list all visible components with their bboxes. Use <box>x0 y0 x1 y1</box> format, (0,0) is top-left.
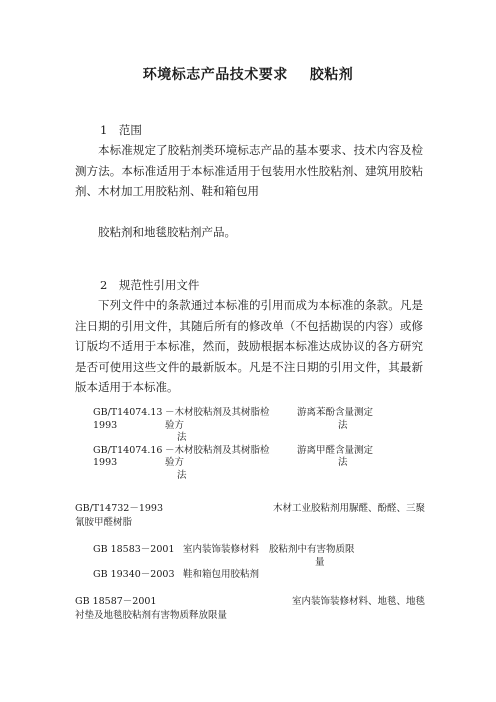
reference-desc: 游离苯酚含量测定 法 <box>297 407 374 431</box>
reference-code: GB/T14074.13 1993 <box>93 407 163 431</box>
reference-desc: 木材工业胶粘剂用脲醛、酚醛、三聚 <box>272 503 425 514</box>
reference-desc: 室内装饰装修材料、地毯、地毯 <box>291 596 425 607</box>
reference-name: －木材胶粘剂及其树脂检验方 法 <box>165 407 270 443</box>
reference-name: 鞋和箱包用胶粘剂 <box>183 569 260 580</box>
reference-item <box>75 407 425 445</box>
reference-item <box>75 544 425 569</box>
reference-code: GB/T14732－1993 <box>75 503 164 514</box>
reference-item <box>75 595 425 623</box>
reference-code: GB 18583－2001 <box>93 544 175 555</box>
document-title <box>0 64 496 84</box>
reference-name: －木材胶粘剂及其树脂检验方 法 <box>165 444 270 481</box>
reference-list-2 <box>75 544 425 582</box>
section-2-heading: 2 规范性引用文件 <box>100 278 200 292</box>
section-1-paragraph-continued: 胶粘剂和地毯胶粘剂产品。 <box>98 225 236 239</box>
reference-code: GB/T14074.16 1993 <box>93 444 163 468</box>
reference-code: GB 18587－2001 <box>75 596 157 607</box>
section-1-heading: 1 范围 <box>100 123 142 137</box>
title-sub: 胶粘剂 <box>309 67 354 83</box>
reference-item <box>75 569 425 582</box>
reference-name: 室内装饰装修材料 <box>183 544 260 555</box>
section-1-paragraph: 本标准规定了胶粘剂类环境标志产品的基本要求、技术内容及检测方法。本标准适用于本标准适用于包装用水性胶粘剂、建筑用胶粘剂、木材加工用胶粘剂、鞋和箱包用 <box>75 143 423 198</box>
reference-list <box>75 407 425 482</box>
reference-item <box>75 445 425 483</box>
reference-code: GB 19340－2003 <box>93 569 175 580</box>
reference-desc-continued: 氰胺甲醛树脂 <box>75 517 133 528</box>
reference-desc: 胶粘剂中有害物质限 量 <box>269 544 355 568</box>
section-2-paragraph: 下列文件中的条款通过本标准的引用而成为本标准的条款。凡是注日期的引用文件，其随后所有的修改单（不包括勘误的内容）或修订版均不适用于本标准，然而，鼓励根据本标准达成协议的各方研究是否可使用这些文件的最新版本。凡是不注日期的引用文件，其最新版本适用于本标准。 <box>75 298 423 394</box>
title-main: 环境标志产品技术要求 <box>142 67 288 83</box>
reference-desc: 游离甲醛含量测定 法 <box>297 444 374 468</box>
reference-item <box>75 502 425 530</box>
reference-desc-continued: 衬垫及地毯胶粘剂有害物质释放限量 <box>75 610 228 621</box>
